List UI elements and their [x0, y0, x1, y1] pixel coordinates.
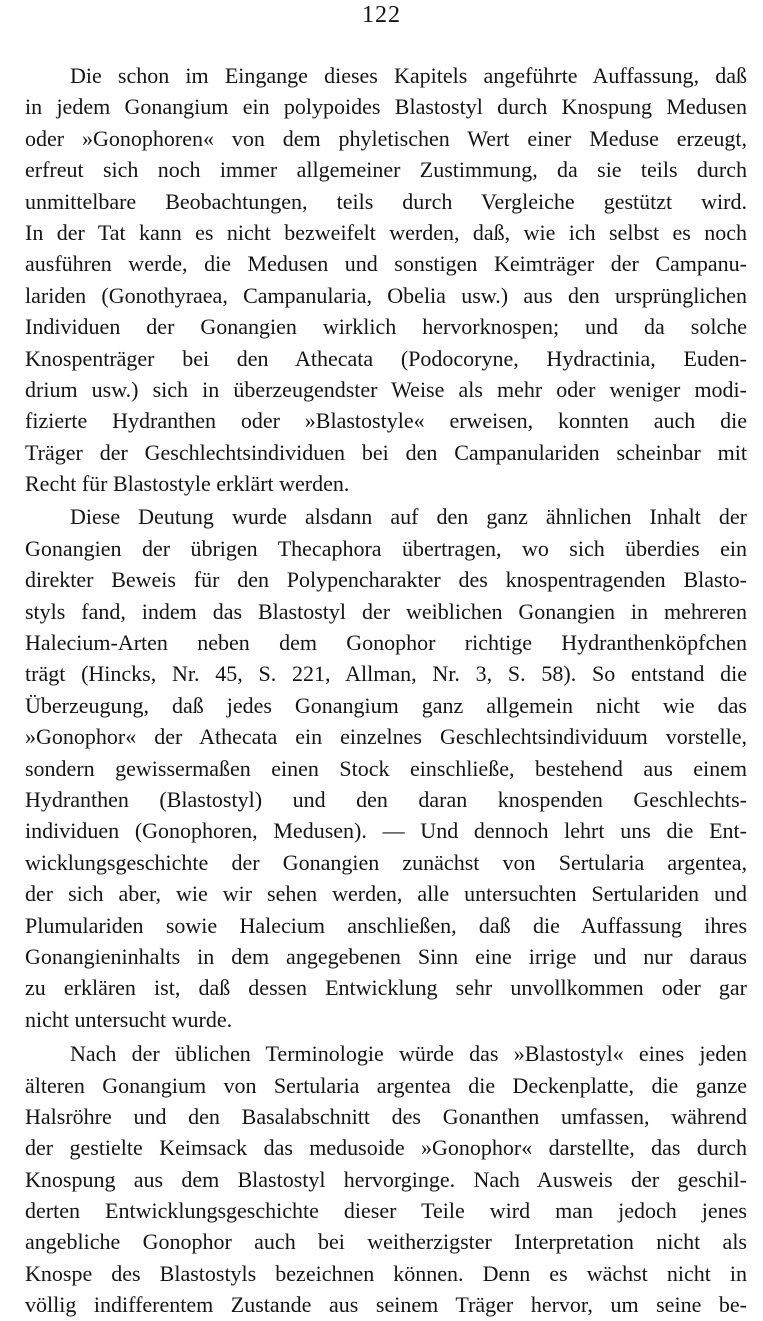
- text-line: Die schon im Eingange dieses Kapitels angeführte Auffassung, daß: [70, 63, 747, 88]
- text-line: individuen (Gonophoren, Medusen). — Und dennoch lehrt uns die Ent-: [25, 818, 747, 844]
- text-line: drium usw.) sich in überzeugendster Weise als mehr oder weniger modi-: [25, 376, 747, 402]
- text-line: völlig indifferentem Zustande aus seinem Träger hervor, um seine be-: [25, 1292, 747, 1318]
- text-line: Gonangien der übrigen Thecaphora übertragen, wo sich überdies ein: [25, 535, 747, 561]
- text-line: wicklungsgeschichte der Gonangien zunächst von Sertularia argentea,: [25, 849, 747, 875]
- text-line: derten Entwicklungsgeschichte dieser Teile wird man jedoch jenes: [25, 1198, 747, 1224]
- paragraph-3: [25, 1038, 747, 1321]
- text-line: Knospenträger bei den Athecata (Podocoryne, Hydractinia, Euden-: [25, 345, 747, 371]
- text-line: ausführen werde, die Medusen und sonstigen Keimträger der Campanu-: [25, 251, 747, 277]
- text-line: Plumulariden sowie Halecium anschließen, daß die Auffassung ihres: [25, 912, 747, 938]
- text-line: Diese Deutung wurde alsdann auf den ganz ähnlichen Inhalt der: [70, 504, 747, 530]
- text-line: nicht untersucht wurde.: [25, 1006, 233, 1032]
- text-line: »Gonophor« der Athecata ein einzelnes Geschlechtsindividuum vorstelle,: [25, 724, 747, 750]
- text-line: trägt (Hincks, Nr. 45, S. 221, Allman, Nr. 3, S. 58). So entstand die: [25, 661, 747, 687]
- text-line: unmittelbare Beobachtungen, teils durch Vergleiche gestützt wird.: [25, 188, 747, 214]
- text-line: Gonangieninhalts in dem angegebenen Sinn eine irrige und nur daraus: [25, 943, 747, 969]
- page-number: 122: [362, 2, 401, 28]
- text-line: In der Tat kann es nicht bezweifelt werden, daß, wie ich selbst es noch: [25, 219, 747, 245]
- text-line: Halecium-Arten neben dem Gonophor richtige Hydranthenköpfchen: [25, 630, 747, 656]
- text-line: Knospung aus dem Blastostyl hervorginge. Nach Ausweis der geschil-: [25, 1166, 747, 1192]
- text-line: Individuen der Gonangien wirklich hervorknospen; und da solche: [25, 314, 747, 340]
- text-line: Recht für Blastostyle erklärt werden.: [25, 471, 350, 497]
- text-line: Nach der üblichen Terminologie würde das »Blastostyl« eines jeden: [70, 1041, 747, 1067]
- text-line: Hydranthen (Blastostyl) und den daran knospenden Geschlechts-: [25, 786, 747, 812]
- text-line: Träger der Geschlechtsindividuen bei den Campanulariden scheinbar mit: [25, 439, 747, 465]
- text-line: der sich aber, wie wir sehen werden, alle untersuchten Sertulariden und: [25, 881, 747, 907]
- text-line: angebliche Gonophor auch bei weitherzigster Interpretation nicht als: [25, 1229, 747, 1255]
- text-line: lariden (Gonothyraea, Campanularia, Obelia usw.) aus den ursprünglichen: [25, 282, 747, 308]
- text-line: styls fand, indem das Blastostyl der weiblichen Gonangien in mehreren: [25, 598, 747, 624]
- text-line: Überzeugung, daß jedes Gonangium ganz allgemein nicht wie das: [25, 692, 747, 718]
- text-line: fizierte Hydranthen oder »Blastostyle« erweisen, konnten auch die: [25, 408, 747, 434]
- text-line: Knospe des Blastostyls bezeichnen können. Denn es wächst nicht in: [25, 1260, 747, 1286]
- text-line: älteren Gonangium von Sertularia argentea die Deckenplatte, die ganze: [25, 1072, 747, 1098]
- text-line: in jedem Gonangium ein polypoides Blastostyl durch Knospung Medusen: [25, 94, 747, 120]
- page-body: [25, 60, 747, 1321]
- paragraph-2: [25, 501, 747, 1035]
- text-line: Halsröhre und den Basalabschnitt des Gonanthen umfassen, während: [25, 1103, 747, 1129]
- text-line: erfreut sich noch immer allgemeiner Zustimmung, da sie teils durch: [25, 157, 747, 183]
- paragraph-1: [25, 60, 747, 499]
- text-line: direkter Beweis für den Polypencharakter des knospentragenden Blasto-: [25, 567, 747, 593]
- text-line: zu erklären ist, daß dessen Entwicklung sehr unvollkommen oder gar: [25, 975, 747, 1001]
- text-line: sondern gewissermaßen einen Stock einschließe, bestehend aus einem: [25, 755, 747, 781]
- text-line: oder »Gonophoren« von dem phyletischen Wert einer Meduse erzeugt,: [25, 125, 747, 151]
- text-line: der gestielte Keimsack das medusoide »Gonophor« darstellte, das durch: [25, 1135, 747, 1161]
